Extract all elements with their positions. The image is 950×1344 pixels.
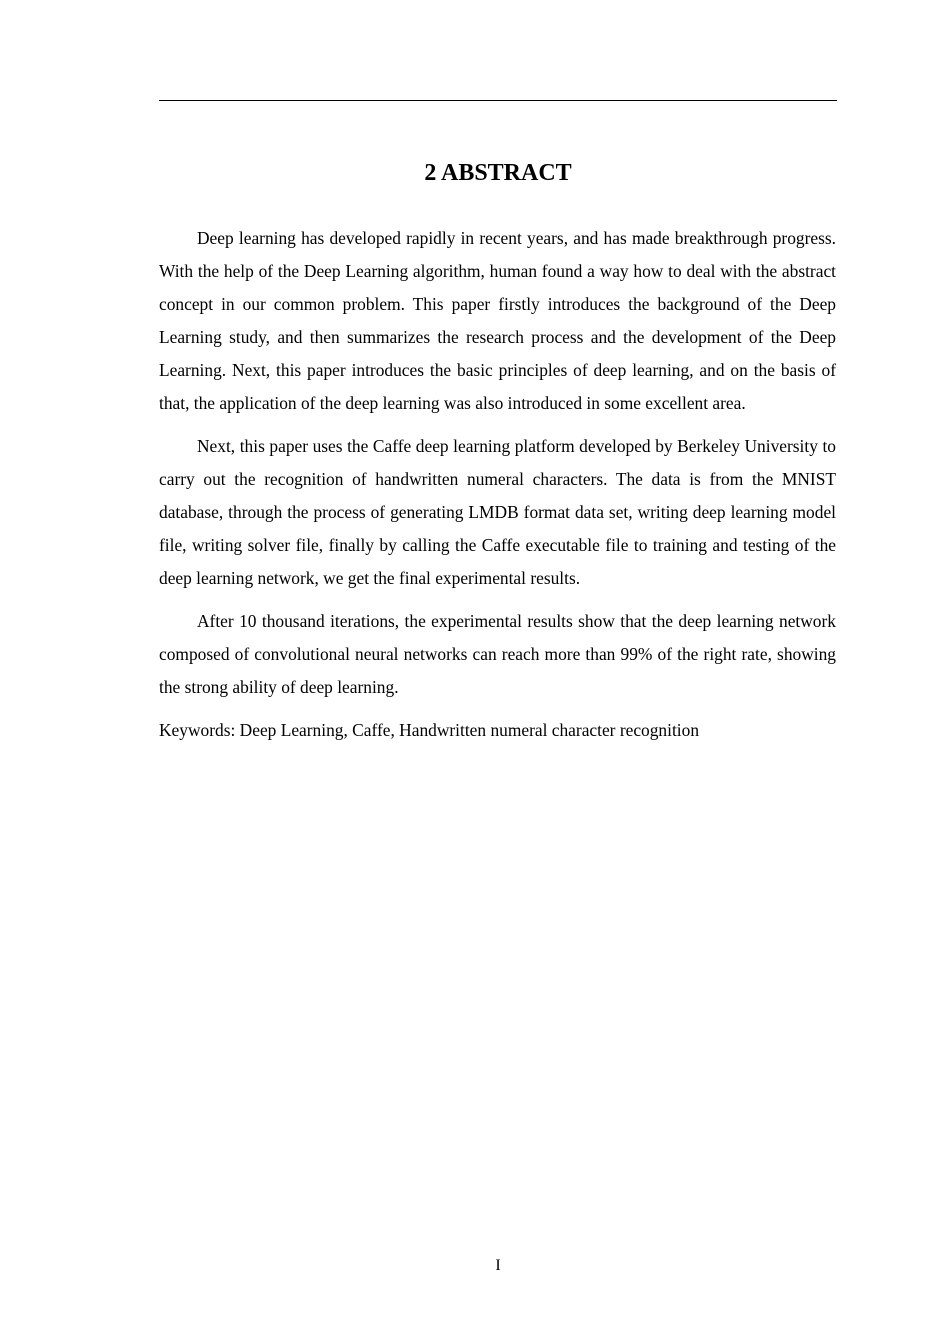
keywords-line: Keywords: Deep Learning, Caffe, Handwritten numeral character recognition [159, 720, 700, 740]
header-rule [159, 100, 837, 101]
abstract-paragraph-1: Deep learning has developed rapidly in recent years, and has made breakthrough progress. With the help of the Deep Learning algorithm, human found a way how to deal with the abstract concept in our common problem. This paper firstly introduces the background of the Deep Learning study, and then summarizes the research process and the development of the Deep Learning. Next, this paper introduces the basic principles of deep learning, and on the basis of that, the application of the deep learning was also introduced in some excellent area. [159, 228, 836, 413]
page-number: I [495, 1257, 501, 1274]
page-title: 2 ABSTRACT [424, 160, 572, 186]
abstract-paragraph-2: Next, this paper uses the Caffe deep learning platform developed by Berkeley University to carry out the recognition of handwritten numeral characters. The data is from the MNIST database, through the process of generating LMDB format data set, writing deep learning model file, writing solver file, finally by calling the Caffe executable file to training and testing of the deep learning network, we get the final experimental results. [159, 436, 836, 588]
abstract-body [159, 222, 836, 747]
abstract-paragraph-3: After 10 thousand iterations, the experimental results show that the deep learning network composed of convolutional neural networks can reach more than 99% of the right rate, showing the strong ability of deep learning. [159, 611, 836, 697]
